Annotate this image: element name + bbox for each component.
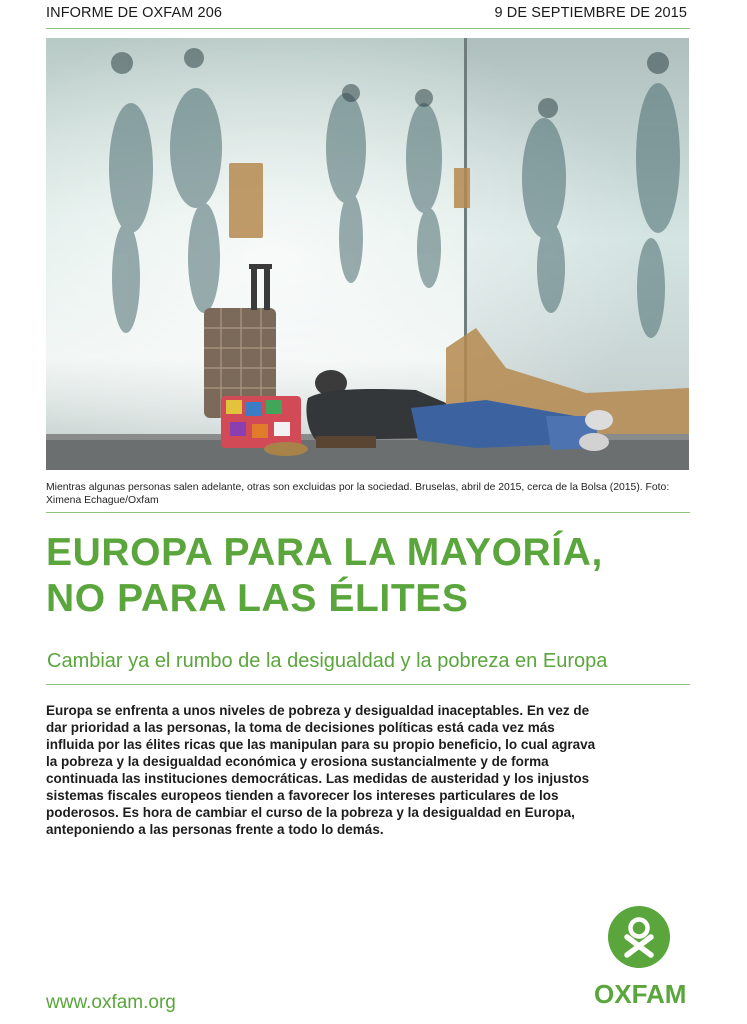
- cover-photo: [46, 38, 689, 470]
- summary-paragraph: Europa se enfrenta a unos niveles de pobreza y desigualdad inaceptables. En vez de dar prioridad a las personas, la toma de decisiones políticas está cada vez más influida por las élites ricas que las manipulan para su propio beneficio, lo cual agrava la pobreza y la desigualdad económica y erosiona sustancialmente y de forma continuada las instituciones democráticas. Las medidas de austeridad y los injustos sistemas fiscales europeos tienden a favorecer los intereses particulares de los poderosos. Es hora de cambiar el curso de la pobreza y la desigualdad en Europa, anteponiendo a las personas frente a todo lo demás.: [46, 703, 596, 837]
- report-title: [46, 530, 726, 622]
- caption-divider: [46, 512, 690, 513]
- oxfam-logo-text: OXFAM: [594, 979, 687, 1009]
- top-divider: [46, 28, 690, 29]
- report-date: 9 DE SEPTIEMBRE DE 2015: [494, 5, 687, 21]
- report-label: INFORME DE OXFAM 206: [46, 5, 223, 21]
- oxfam-logo-icon: [608, 906, 670, 968]
- report-subtitle: Cambiar ya el rumbo de la desigualdad y la pobreza en Europa: [47, 650, 608, 672]
- title-line-1: EUROPA PARA LA MAYORÍA,: [46, 531, 603, 574]
- website-link[interactable]: www.oxfam.org: [46, 992, 176, 1013]
- photo-caption: Mientras algunas personas salen adelante, otras son excluidas por la sociedad. Bruselas, abril de 2015, cerca de la Bolsa (2015). Foto: Ximena Echague/Oxfam: [46, 482, 670, 506]
- oxfam-logo: [594, 906, 686, 1016]
- subtitle-divider: [46, 684, 690, 685]
- title-line-2: NO PARA LAS ÉLITES: [46, 577, 469, 620]
